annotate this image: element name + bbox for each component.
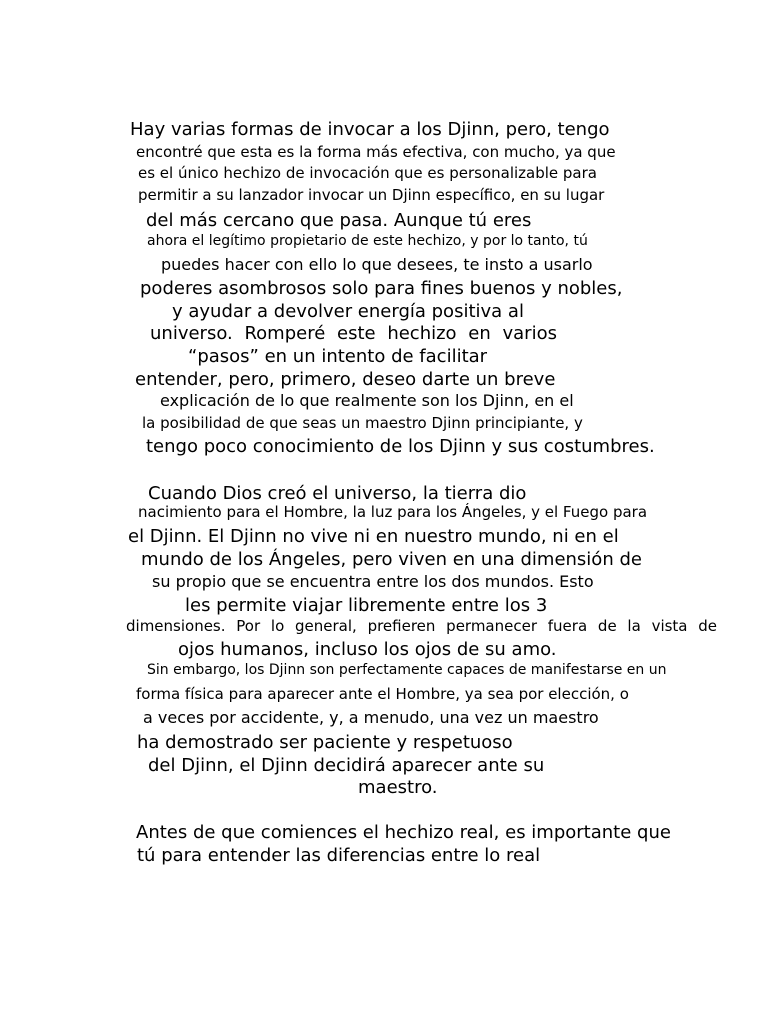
text-line: ha demostrado ser paciente y respetuoso	[137, 732, 513, 753]
text-line: ojos humanos, incluso los ojos de su amo.	[178, 639, 557, 660]
text-line: mundo de los Ángeles, pero viven en una dimensión de	[141, 549, 642, 570]
text-line: “pasos” en un intento de facilitar	[188, 346, 488, 367]
text-line: entender, pero, primero, deseo darte un breve	[135, 369, 556, 390]
text-line: permitir a su lanzador invocar un Djinn específico, en su lugar	[138, 186, 605, 204]
text-line: Antes de que comiences el hechizo real, es importante que	[136, 822, 671, 843]
text-line: nacimiento para el Hombre, la luz para los Ángeles, y el Fuego para	[138, 503, 648, 521]
text-line: maestro.	[358, 777, 438, 798]
text-line: poderes asombrosos solo para fines buenos y nobles,	[140, 278, 623, 299]
text-line: tengo poco conocimiento de los Djinn y sus costumbres.	[146, 436, 655, 457]
text-line: del Djinn, el Djinn decidirá aparecer ante su	[148, 755, 545, 776]
text-line: a veces por accidente, y, a menudo, una vez un maestro	[143, 708, 599, 727]
text-line: encontré que esta es la forma más efectiva, con mucho, ya que	[136, 143, 616, 161]
text-line: les permite viajar libremente entre los 3	[185, 595, 548, 616]
text-line: universo. Romperé este hechizo en varios	[150, 323, 557, 344]
text-line: Hay varias formas de invocar a los Djinn, pero, tengo	[130, 119, 610, 140]
text-line: la posibilidad de que seas un maestro Djinn principiante, y	[142, 414, 583, 432]
text-line: es el único hechizo de invocación que es personalizable para	[138, 164, 597, 182]
text-line: el Djinn. El Djinn no vive ni en nuestro mundo, ni en el	[128, 526, 619, 547]
text-line: forma física para aparecer ante el Hombre, ya sea por elección, o	[136, 685, 629, 703]
text-line: tú para entender las diferencias entre lo real	[137, 845, 541, 866]
text-line: Cuando Dios creó el universo, la tierra dio	[148, 483, 527, 504]
text-line: del más cercano que pasa. Aunque tú eres	[146, 210, 532, 231]
text-line: dimensiones. Por lo general, prefieren permanecer fuera de la vista de	[126, 617, 718, 635]
text-line: su propio que se encuentra entre los dos mundos. Esto	[152, 572, 594, 591]
text-line: y ayudar a devolver energía positiva al	[172, 301, 524, 322]
text-line: ahora el legítimo propietario de este hechizo, y por lo tanto, tú	[147, 233, 588, 249]
text-line: puedes hacer con ello lo que desees, te insto a usarlo	[161, 255, 593, 274]
text-line: explicación de lo que realmente son los Djinn, en el	[160, 391, 574, 410]
text-line: Sin embargo, los Djinn son perfectamente capaces de manifestarse en un	[147, 662, 667, 678]
